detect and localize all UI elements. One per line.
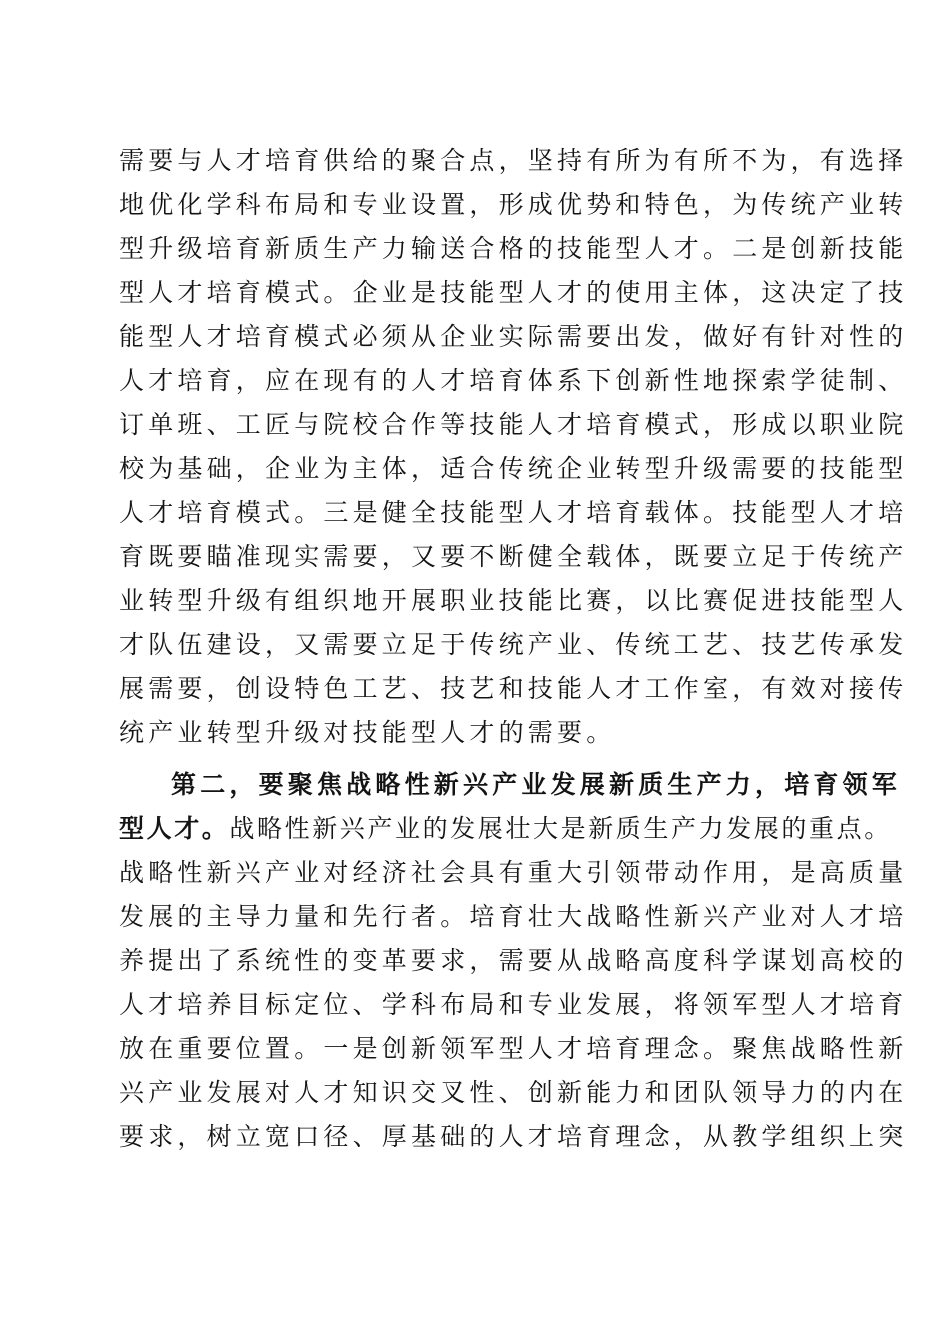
text-line: 业转型升级有组织地开展职业技能比赛，以比赛促进技能型人 bbox=[119, 586, 908, 615]
paragraph-heading-end: 型人才。 bbox=[119, 814, 230, 843]
text-line: 人才培育，应在现有的人才培育体系下创新性地探索学徒制、 bbox=[119, 366, 908, 395]
text-line: 育既要瞄准现实需要，又要不断健全载体，既要立足于传统产 bbox=[119, 542, 908, 571]
text-line: 放在重要位置。一是创新领军型人才培育理念。聚焦战略性新 bbox=[119, 1034, 908, 1063]
text-line: 地优化学科布局和专业设置，形成优势和特色，为传统产业转 bbox=[119, 190, 908, 219]
text-line: 人才培育模式。三是健全技能型人才培育载体。技能型人才培 bbox=[119, 498, 908, 527]
text-line: 能型人才培育模式必须从企业实际需要出发，做好有针对性的 bbox=[119, 322, 908, 351]
text-line: 型升级培育新质生产力输送合格的技能型人才。二是创新技能 bbox=[119, 234, 908, 263]
text-line: 兴产业发展对人才知识交叉性、创新能力和团队领导力的内在 bbox=[119, 1078, 908, 1107]
text-line: 要求，树立宽口径、厚基础的人才培育理念，从教学组织上突 bbox=[119, 1122, 908, 1151]
text-line: 需要与人才培育供给的聚合点，坚持有所为有所不为，有选择 bbox=[119, 146, 908, 175]
text-line: 战略性新兴产业对经济社会具有重大引领带动作用，是高质量 bbox=[119, 858, 908, 887]
paragraph-heading: 第二，要聚焦战略性新兴产业发展新质生产力，培育领军 bbox=[171, 770, 902, 799]
text-line: 型人才培育模式。企业是技能型人才的使用主体，这决定了技 bbox=[119, 278, 908, 307]
text-line: 人才培养目标定位、学科布局和专业发展，将领军型人才培育 bbox=[119, 990, 908, 1019]
text-line: 校为基础，企业为主体，适合传统企业转型升级需要的技能型 bbox=[119, 454, 908, 483]
text-run: 战略性新兴产业的发展壮大是新质生产力发展的重点。 bbox=[229, 814, 892, 843]
text-line: 发展的主导力量和先行者。培育壮大战略性新兴产业对人才培 bbox=[119, 902, 908, 931]
text-line: 统产业转型升级对技能型人才的需要。 bbox=[119, 718, 616, 747]
text-line: 订单班、工匠与院校合作等技能人才培育模式，形成以职业院 bbox=[119, 410, 908, 439]
text-line-mixed bbox=[119, 807, 892, 851]
text-line: 养提出了系统性的变革要求，需要从战略高度科学谋划高校的 bbox=[119, 946, 908, 975]
text-line: 才队伍建设，又需要立足于传统产业、传统工艺、技艺传承发 bbox=[119, 630, 908, 659]
text-line: 展需要，创设特色工艺、技艺和技能人才工作室，有效对接传 bbox=[119, 674, 908, 703]
